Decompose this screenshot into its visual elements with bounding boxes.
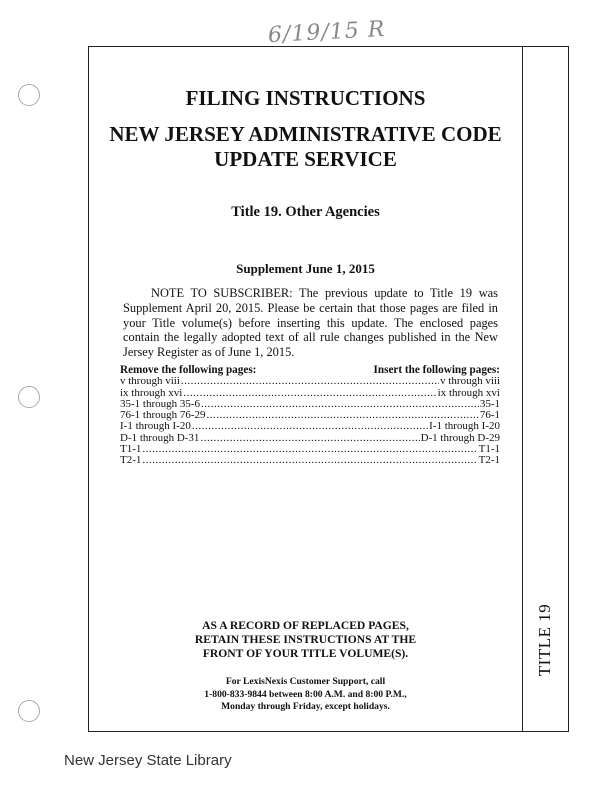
insert-pages: v through viii — [440, 375, 500, 388]
insert-pages: T1-1 — [478, 443, 500, 456]
page-row — [120, 444, 500, 455]
remove-pages: T2-1 — [120, 454, 142, 467]
remove-header: Remove the following pages: — [120, 364, 257, 376]
page-list — [120, 365, 500, 467]
remove-pages: 35-1 through 35-6 — [120, 397, 201, 410]
support-info: For LexisNexis Customer Support, call 1-800-833-9844 between 8:00 A.M. and 8:00 P.M., Monday through Friday, except holidays. — [204, 676, 407, 713]
insert-pages: D-1 through D-29 — [420, 431, 500, 444]
leader-dots — [200, 433, 419, 444]
punch-hole — [18, 700, 40, 722]
leader-dots — [201, 399, 479, 410]
leader-dots — [183, 388, 436, 399]
punch-hole — [18, 84, 40, 106]
page-title: FILING INSTRUCTIONS — [185, 86, 426, 110]
library-stamp: New Jersey State Library — [64, 752, 232, 769]
insert-header: Insert the following pages: — [373, 364, 500, 376]
remove-pages: T1-1 — [120, 443, 142, 456]
remove-pages: D-1 through D-31 — [120, 431, 200, 444]
leader-dots — [181, 376, 439, 387]
remove-pages: ix through xvi — [120, 386, 183, 399]
insert-pages: 35-1 — [479, 397, 500, 410]
title-tab-label: TITLE 19 — [535, 603, 555, 677]
supplement-date: Supplement June 1, 2015 — [236, 261, 375, 276]
leader-dots — [142, 444, 477, 455]
punch-hole — [18, 386, 40, 408]
remove-pages: I-1 through I-20 — [120, 420, 191, 433]
remove-pages: v through viii — [120, 375, 180, 388]
code-name-line1: NEW JERSEY ADMINISTRATIVE CODE — [109, 122, 502, 146]
remove-pages: 76-1 through 76-29 — [120, 409, 206, 422]
insert-pages: 76-1 — [479, 409, 500, 422]
page-row — [120, 376, 500, 387]
subscriber-note: NOTE TO SUBSCRIBER: The previous update to Title 19 was Supplement April 20, 2015. Please be certain that those pages are filed in your Title volume(s) before inserting this update. The enclosed pages contain the legally adopted text of all rule changes published in the New Jersey Register as of June 1, 2015. — [123, 286, 498, 360]
page-row — [120, 433, 500, 444]
insert-pages: I-1 through I-20 — [429, 420, 500, 433]
leader-dots — [142, 455, 477, 466]
title-number: Title 19. Other Agencies — [231, 204, 380, 220]
insert-pages: T2-1 — [478, 454, 500, 467]
leader-dots — [192, 421, 428, 432]
page-rows — [120, 376, 500, 466]
handwritten-date: 6/19/15 R — [267, 16, 386, 49]
record-notice: AS A RECORD OF REPLACED PAGES, RETAIN THESE INSTRUCTIONS AT THE FRONT OF YOUR TITLE VOLUME(S). — [194, 619, 417, 660]
insert-pages: ix through xvi — [437, 386, 500, 399]
code-name-line2: UPDATE SERVICE — [214, 147, 397, 171]
page-row — [120, 455, 500, 466]
